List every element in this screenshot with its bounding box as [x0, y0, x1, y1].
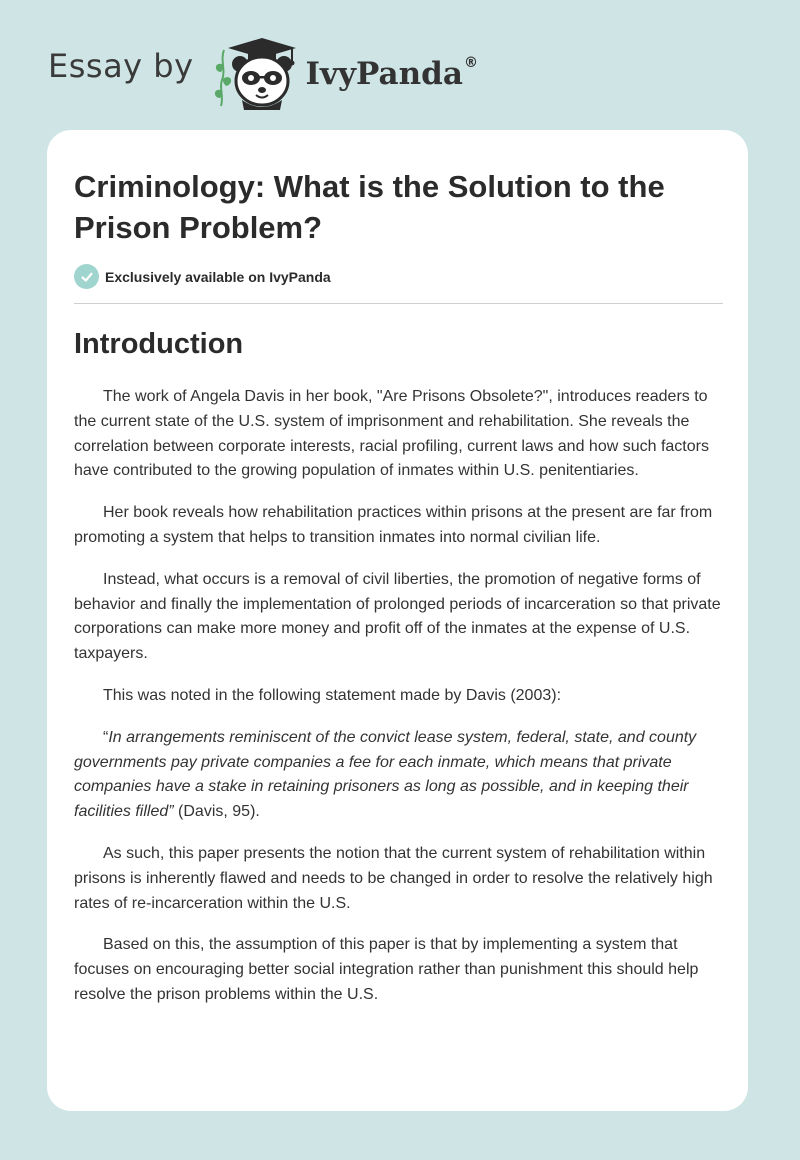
- quote-paragraph: [74, 726, 728, 825]
- site-header: [48, 34, 478, 110]
- section-heading: Introduction: [74, 328, 244, 360]
- essay-by-label: Essay by: [48, 47, 194, 85]
- registered-mark: ®: [463, 54, 478, 71]
- quote-open-mark: “: [103, 728, 109, 746]
- paragraph: Instead, what occurs is a removal of civil liberties, the promotion of negative forms of behavior and finally the implementation of prolonged periods of incarceration so that private corporations can make more money and profit off of the inmates at the expense of U.S. taxpayers.: [74, 570, 721, 663]
- check-icon: [74, 264, 99, 289]
- paragraph: Based on this, the assumption of this paper is that by implementing a system that focuses on encouraging better social integration rather than punishment this should help resolve the prison problems within the U.S.: [74, 936, 699, 1003]
- quote-text: In arrangements reminiscent of the convict lease system, federal, state, and county governments pay private companies a fee for each inmate, which means that private companies have a stake in retaining prisoners as long as possible, and in keeping their facilities filled”: [74, 728, 697, 821]
- paragraph: This was noted in the following statement made by Davis (2003):: [103, 686, 562, 704]
- paragraph: Her book reveals how rehabilitation practices within prisons at the present are far from promoting a system that helps to transition inmates into normal civilian life.: [74, 504, 713, 546]
- essay-card: [47, 130, 748, 1111]
- badge-text: Exclusively available on IvyPanda: [105, 268, 331, 285]
- exclusive-badge: [74, 264, 331, 289]
- paragraph: As such, this paper presents the notion that the current system of rehabilitation within prisons is inherently flawed and needs to be changed in order to resolve the relatively high rates of re-incarceration within the U.S.: [74, 844, 713, 912]
- brand-name: IvyPanda®: [305, 54, 478, 92]
- quote-citation: (Davis, 95).: [173, 803, 260, 821]
- title-divider: [74, 303, 723, 304]
- essay-title: Criminology: What is the Solution to the Prison Problem?: [74, 169, 665, 245]
- panda-logo-icon: [212, 34, 302, 110]
- essay-body: [74, 385, 728, 1025]
- paragraph: The work of Angela Davis in her book, "Are Prisons Obsolete?", introduces readers to the current state of the U.S. system of imprisonment and rehabilitation. She reveals the correlation between corporate interests, racial profiling, current laws and how such factors have contributed to the growing population of inmates within U.S. penitentiaries.: [74, 388, 709, 480]
